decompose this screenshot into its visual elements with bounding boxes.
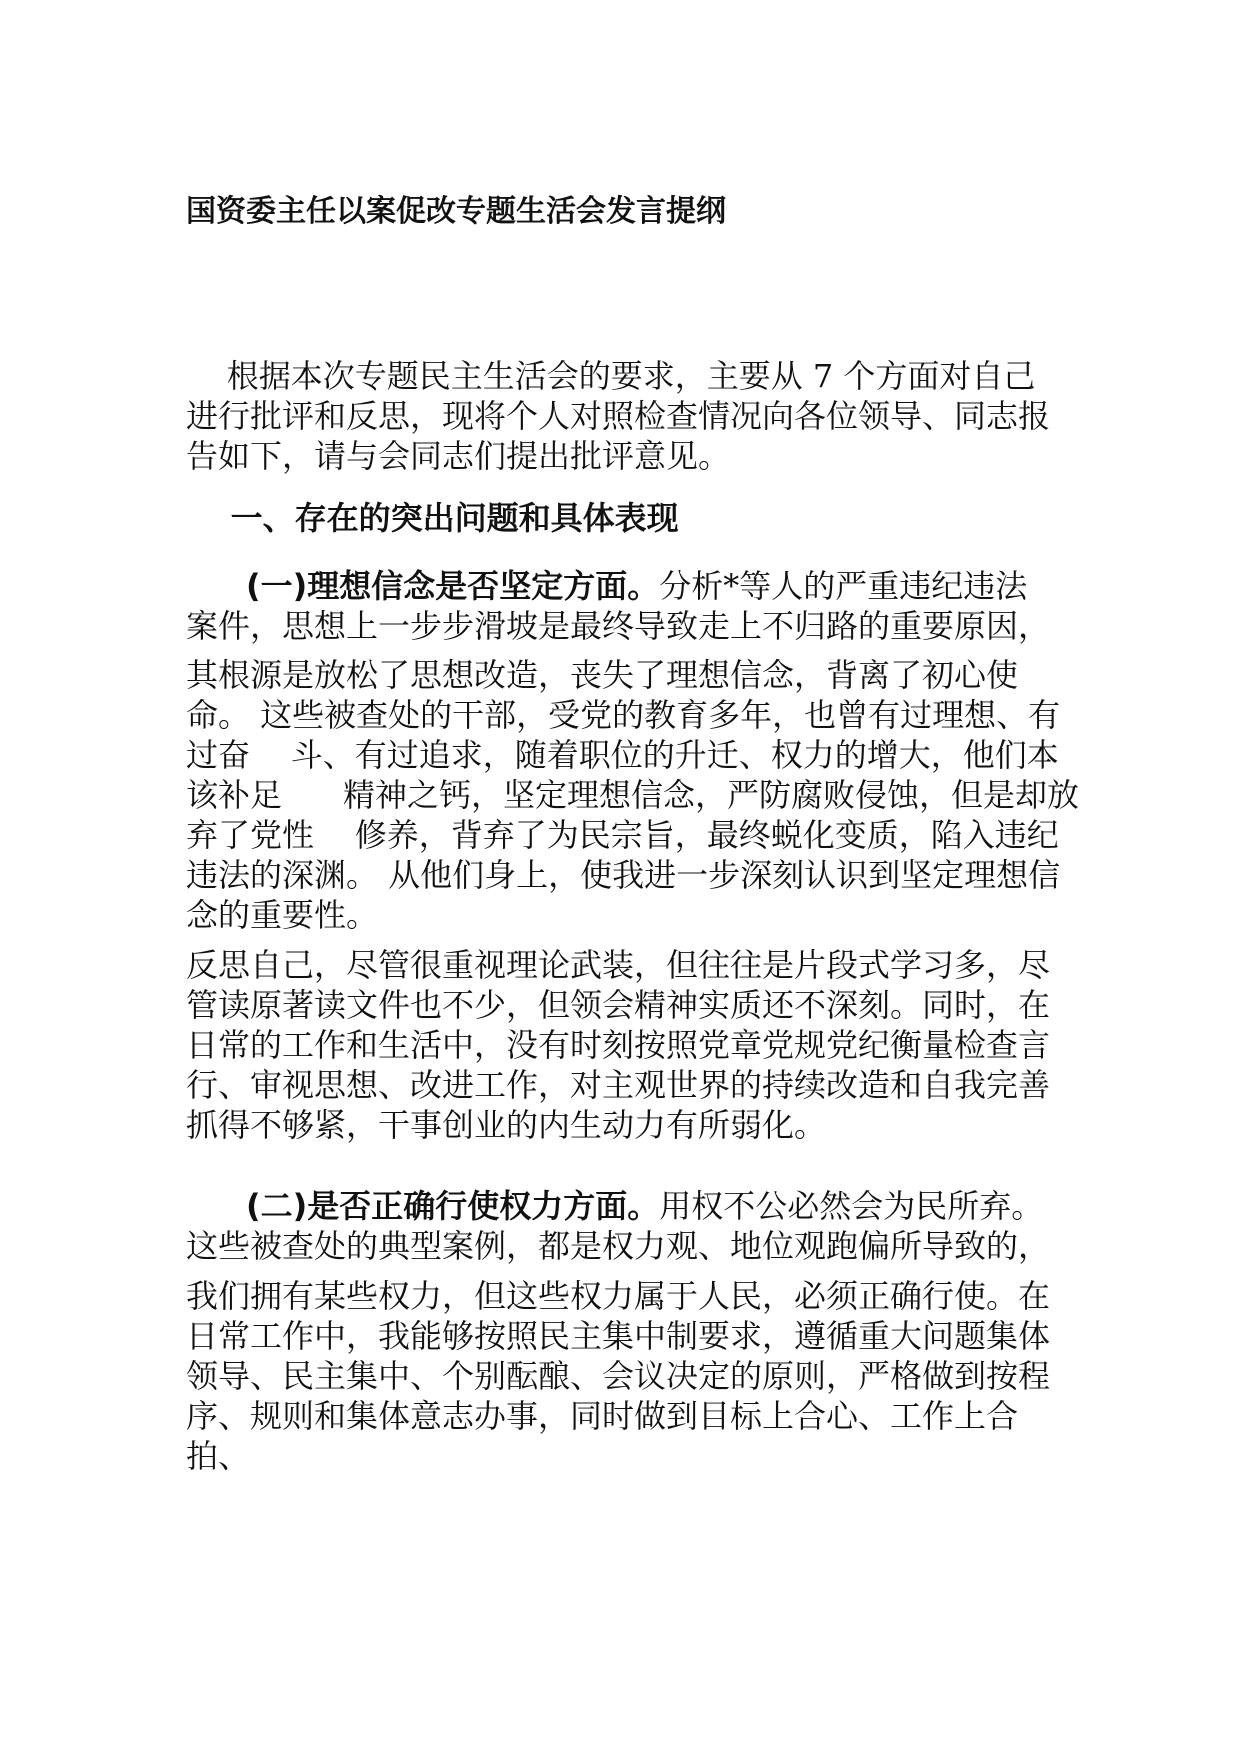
reflection-line: 日常的工作和生活中，没有时刻按照党章党规党纪衡量检查言 bbox=[186, 1026, 1051, 1064]
body-line: 日常工作中，我能够按照民主集中制要求，遵循重大问题集体 bbox=[186, 1317, 1051, 1355]
body-line: 领导、民主集中、个别酝酿、会议决定的原则，严格做到按程 bbox=[186, 1357, 1051, 1395]
body-line: 这些被查处的典型案例，都是权力观、地位观跑偏所导致的， bbox=[186, 1227, 1051, 1265]
body-line: 我们拥有某些权力，但这些权力属于人民，必须正确行使。在 bbox=[186, 1277, 1051, 1315]
subsection-2-heading: (二)是否正确行使权力方面。 bbox=[246, 1187, 660, 1225]
body-line: 其根源是放松了思想改造，丧失了理想信念，背离了初心使 bbox=[186, 656, 1019, 694]
document-title: 国资委主任以案促改专题生活会发言提纲 bbox=[186, 194, 726, 229]
body-line: 念的重要性。 bbox=[186, 896, 379, 934]
subsection-1-heading: (一)理想信念是否坚定方面。 bbox=[246, 567, 660, 605]
intro-line: 根据本次专题民主生活会的要求，主要从 7 个方面对自己 bbox=[186, 357, 1036, 395]
body-line: 命。 这些被查处的干部，受党的教育多年，也曾有过理想、有 bbox=[186, 696, 1061, 734]
section-heading: 一、存在的突出问题和具体表现 bbox=[186, 499, 679, 537]
body-line: 该补足 精神之钙，坚定理想信念，严防腐败侵蚀，但是却放 bbox=[186, 776, 1080, 814]
reflection-line: 行、审视思想、改进工作，对主观世界的持续改造和自我完善 bbox=[186, 1066, 1051, 1104]
body-line: 拍、 bbox=[186, 1437, 251, 1475]
intro-line: 告如下，请与会同志们提出批评意见。 bbox=[186, 437, 731, 475]
intro-line: 进行批评和反思，现将个人对照检查情况向各位领导、同志报 bbox=[186, 397, 1051, 435]
reflection-line: 管读原著读文件也不少，但领会精神实质还不深刻。同时，在 bbox=[186, 986, 1051, 1024]
body-line: 过奋 斗、有过追求，随着职位的升迁、权力的增大，他们本 bbox=[186, 736, 1059, 774]
subsection-2-first-line bbox=[246, 1186, 1043, 1226]
reflection-line: 抓得不够紧，干事创业的内生动力有所弱化。 bbox=[186, 1106, 827, 1144]
subsection-2-first-line-text: 用权不公必然会为民所弃。 bbox=[659, 1187, 1044, 1225]
reflection-line: 反思自己，尽管很重视理论武装，但往往是片段式学习多，尽 bbox=[186, 946, 1051, 984]
subsection-1-first-line bbox=[246, 566, 1027, 606]
body-line: 违法的深渊。 从他们身上，使我进一步深刻认识到坚定理想信 bbox=[186, 856, 1061, 894]
body-line: 序、规则和集体意志办事，同时做到目标上合心、工作上合 bbox=[186, 1397, 1019, 1435]
body-line: 弃了党性 修养，背弃了为民宗旨，最终蜕化变质，陷入违纪 bbox=[186, 816, 1059, 854]
subsection-1-first-line-text: 分析*等人的严重违纪违法 bbox=[659, 567, 1028, 605]
body-line: 案件，思想上一步步滑坡是最终导致走上不归路的重要原因， bbox=[186, 607, 1051, 645]
